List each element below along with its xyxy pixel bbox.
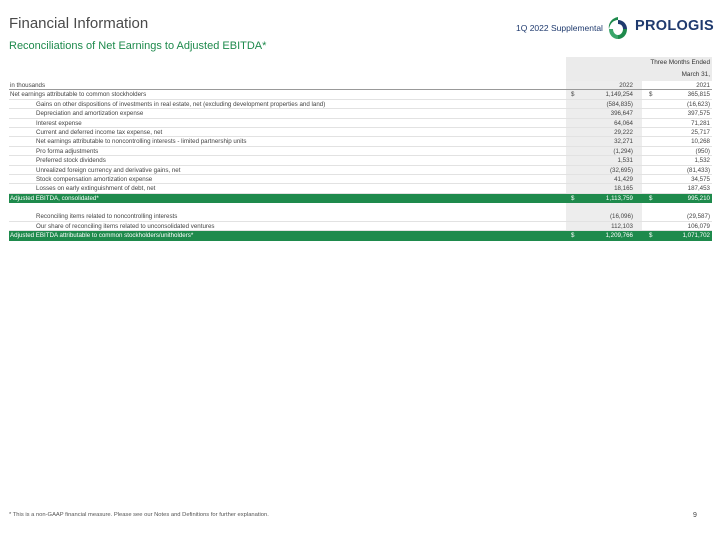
row-label: Pro forma adjustments [36,147,99,155]
row-label: Adjusted EBITDA, consolidated* [10,194,99,202]
row-label: Gains on other dispositions of investments in real estate, net (excluding development properties and land) [36,100,326,108]
table-row [9,156,712,165]
value-2021: 365,815 [687,91,710,99]
table-row [9,212,712,221]
page-title: Financial Information [9,15,149,32]
table-row [9,222,712,231]
value-2021: 10,268 [691,138,710,146]
column-header-2022: 2022 [619,82,633,89]
value-2021: 25,717 [691,128,710,136]
value-2022: 396,647 [610,110,633,118]
table-row [9,184,712,193]
value-2022: 18,165 [614,185,633,193]
table-row [9,137,712,146]
dollar-sign-2021: $ [649,194,653,202]
value-2022: 64,064 [614,119,633,127]
value-2021: 995,210 [687,194,710,202]
dollar-sign-2021: $ [649,91,653,99]
table-row [9,194,712,203]
table-row [9,231,712,240]
row-label: Losses on early extinguishment of debt, net [36,185,156,193]
supplemental-label: 1Q 2022 Supplemental [516,23,603,33]
row-label: Preferred stock dividends [36,157,106,165]
value-2022: (32,695) [609,166,633,174]
value-2021: (950) [695,147,710,155]
period-header-row [9,57,712,69]
value-2021: (81,433) [686,166,710,174]
row-label: Current and deferred income tax expense, net [36,128,163,136]
table-row [9,147,712,156]
prologis-logo [605,14,715,42]
value-2022: (584,835) [606,100,633,108]
value-2021: 34,575 [691,175,710,183]
value-2022: 41,429 [614,175,633,183]
dollar-sign-2022: $ [571,91,575,99]
column-header-2021: 2021 [696,82,710,89]
table-row [9,90,712,99]
footnote: * This is a non-GAAP financial measure. Please see our Notes and Definitions for further explanation. [9,512,269,518]
value-2021: (29,587) [686,213,710,221]
value-2022: 1,149,254 [605,91,633,99]
table-row [9,109,712,118]
page-subtitle: Reconciliations of Net Earnings to Adjusted EBITDA* [9,40,267,52]
row-label: Our share of reconciling items related to unconsolidated ventures [36,222,215,230]
table-row [9,119,712,128]
value-2022: 112,103 [611,222,633,230]
period-header: Three Months Ended [650,59,710,66]
value-2022: (1,294) [613,147,633,155]
dollar-sign-2022: $ [571,232,575,240]
value-2021: 71,281 [691,119,710,127]
value-2021: 1,071,702 [682,232,710,240]
period-date: March 31, [681,71,710,78]
value-2022: 1,113,759 [605,194,633,202]
value-2022: 32,271 [614,138,633,146]
value-2022: 1,531 [617,157,633,165]
column-header-row [9,81,712,90]
row-label: Reconciling items related to noncontrolling interests [36,213,178,221]
table-row [9,166,712,175]
row-label: Net earnings attributable to common stockholders [10,91,147,99]
value-2022: (16,096) [609,213,633,221]
unit-label: in thousands [10,82,46,89]
page-number: 9 [693,512,697,519]
value-2022: 1,209,766 [605,232,633,240]
reconciliation-table [9,57,712,241]
row-label: Unrealized foreign currency and derivative gains, net [36,166,181,174]
logo-mark-icon [605,15,631,41]
row-label: Adjusted EBITDA attributable to common stockholders/unitholders* [10,232,194,240]
value-2021: 397,575 [687,110,710,118]
dollar-sign-2022: $ [571,194,575,202]
table-row [9,203,712,212]
period-date-row [9,69,712,81]
value-2021: 1,532 [694,157,710,165]
row-label: Net earnings attributable to noncontrolling interests - limited partnership units [36,138,247,146]
value-2021: 106,079 [687,222,710,230]
table-row [9,100,712,109]
value-2022: 29,222 [614,128,633,136]
row-label: Stock compensation amortization expense [36,175,153,183]
row-label: Interest expense [36,119,82,127]
value-2021: 187,453 [687,185,710,193]
logo-text: PROLOGIS [635,18,714,34]
table-row [9,128,712,137]
value-2021: (16,623) [686,100,710,108]
row-label: Depreciation and amortization expense [36,110,144,118]
table-row [9,175,712,184]
dollar-sign-2021: $ [649,232,653,240]
